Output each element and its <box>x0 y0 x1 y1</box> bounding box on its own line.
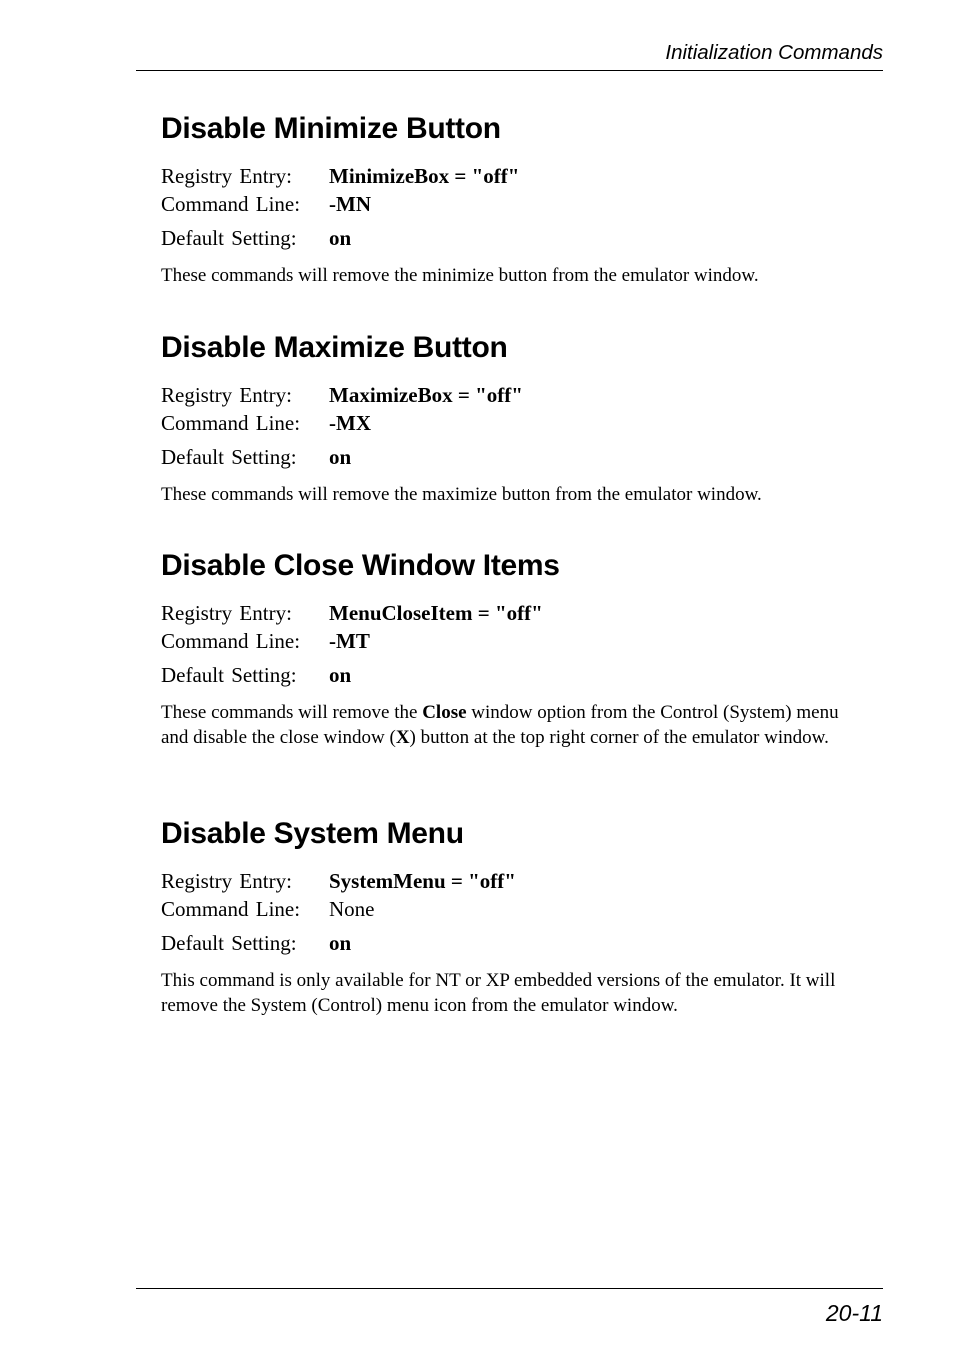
command-line-row <box>161 627 861 655</box>
default-setting-label: Default Setting: <box>161 445 297 469</box>
command-line-label: Command Line: <box>161 897 301 921</box>
registry-entry-row <box>161 867 861 895</box>
header-title: Initialization Commands <box>665 41 883 64</box>
section-disable-maximize <box>161 330 861 508</box>
default-setting-row <box>161 224 861 252</box>
command-line-value: None <box>329 897 375 921</box>
header-rule <box>136 70 883 71</box>
command-line-label: Command Line: <box>161 411 301 435</box>
default-setting-label: Default Setting: <box>161 226 297 250</box>
section-description: This command is only available for NT or XP embedded versions of the emulator. It will remove the System (Control) menu icon from the emulator window. <box>161 970 836 1016</box>
command-line-label: Command Line: <box>161 629 301 653</box>
registry-entry-label: Registry Entry: <box>161 601 292 625</box>
registry-entry-label: Registry Entry: <box>161 869 292 893</box>
default-setting-value: on <box>329 931 352 955</box>
default-setting-value: on <box>329 445 352 469</box>
registry-entry-row <box>161 381 861 409</box>
default-setting-value: on <box>329 226 352 250</box>
description-text: These commands will remove the <box>161 702 423 723</box>
section-description: These commands will remove the minimize button from the emulator window. <box>161 265 759 286</box>
registry-entry-value: MenuCloseItem = "off" <box>329 601 543 625</box>
default-setting-row <box>161 929 861 957</box>
default-setting-label: Default Setting: <box>161 931 297 955</box>
section-title: Disable Minimize Button <box>161 112 501 145</box>
default-setting-label: Default Setting: <box>161 663 297 687</box>
section-description <box>161 701 851 750</box>
command-line-row <box>161 895 861 923</box>
default-setting-value: on <box>329 663 352 687</box>
registry-entry-value: SystemMenu = "off" <box>329 869 516 893</box>
registry-entry-label: Registry Entry: <box>161 164 292 188</box>
section-title: Disable Close Window Items <box>161 549 560 582</box>
footer-rule <box>136 1288 883 1289</box>
description-text: ) button at the top right corner of the emulator window. <box>409 726 829 748</box>
default-setting-row <box>161 661 861 689</box>
section-description: These commands will remove the maximize button from the emulator window. <box>161 484 762 505</box>
section-disable-minimize <box>161 111 861 289</box>
command-line-value: -MX <box>329 411 371 435</box>
command-line-label: Command Line: <box>161 192 301 216</box>
default-setting-row <box>161 443 861 471</box>
section-title: Disable Maximize Button <box>161 331 508 364</box>
description-text: window option from the Control (System) menu and disable the close window ( <box>161 702 839 748</box>
close-option-term: Close <box>422 702 467 723</box>
registry-entry-label: Registry Entry: <box>161 383 292 407</box>
command-line-value: -MN <box>329 192 371 216</box>
page-number: 20-11 <box>825 1300 883 1326</box>
registry-entry-row <box>161 599 861 627</box>
command-line-row <box>161 190 861 218</box>
registry-entry-value: MinimizeBox = "off" <box>329 164 520 188</box>
section-disable-system-menu <box>161 816 861 1018</box>
command-line-row <box>161 409 861 437</box>
section-disable-close-window <box>161 548 861 750</box>
command-line-value: -MT <box>329 629 370 653</box>
registry-entry-row <box>161 162 861 190</box>
section-title: Disable System Menu <box>161 817 464 850</box>
close-button-glyph: X <box>395 726 410 748</box>
registry-entry-value: MaximizeBox = "off" <box>329 383 523 407</box>
